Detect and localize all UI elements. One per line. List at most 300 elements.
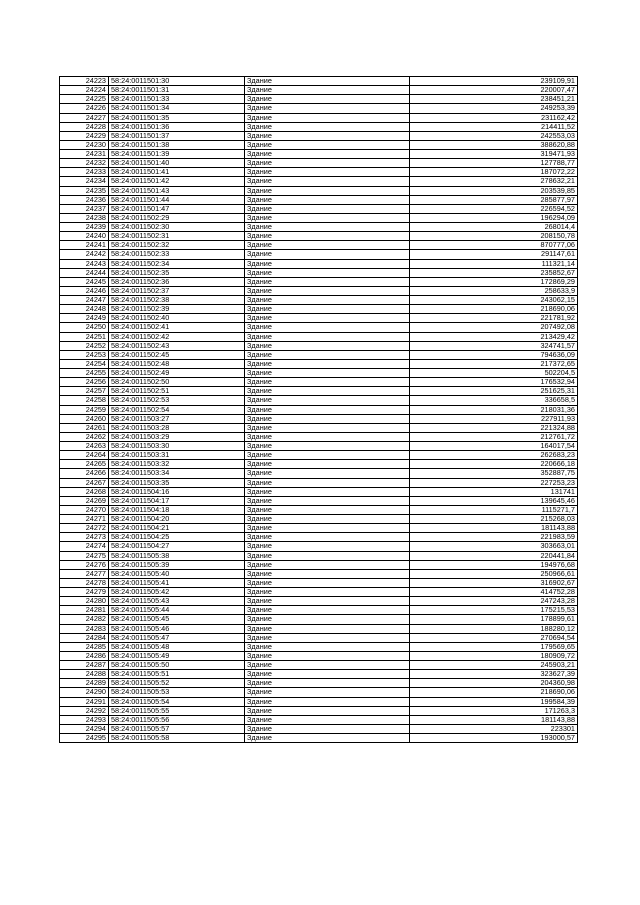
cadastral-value-cell: 414752,28	[410, 588, 578, 597]
table-row	[60, 314, 578, 323]
object-type-cell: Здание	[245, 560, 410, 569]
cadastral-value-cell: 218031,36	[410, 405, 578, 414]
row-number-cell: 24275	[60, 551, 109, 560]
cadastral-number-cell: 58:24:0011505:54	[109, 697, 245, 706]
registry-table	[59, 76, 578, 743]
cadastral-value-cell: 227253,23	[410, 478, 578, 487]
cadastral-value-cell: 204360,98	[410, 679, 578, 688]
cadastral-number-cell: 58:24:0011505:49	[109, 651, 245, 660]
cadastral-value-cell: 218690,06	[410, 688, 578, 697]
cadastral-number-cell: 58:24:0011502:33	[109, 250, 245, 259]
table-row	[60, 642, 578, 651]
row-number-cell: 24295	[60, 734, 109, 743]
cadastral-number-cell: 58:24:0011502:42	[109, 332, 245, 341]
cadastral-number-cell: 58:24:0011505:44	[109, 606, 245, 615]
table-row	[60, 734, 578, 743]
table-row	[60, 542, 578, 551]
cadastral-number-cell: 58:24:0011501:41	[109, 168, 245, 177]
cadastral-value-cell: 226594,52	[410, 204, 578, 213]
cadastral-number-cell: 58:24:0011502:31	[109, 232, 245, 241]
cadastral-number-cell: 58:24:0011503:31	[109, 451, 245, 460]
cadastral-value-cell: 323627,39	[410, 670, 578, 679]
table-row	[60, 168, 578, 177]
object-type-cell: Здание	[245, 515, 410, 524]
cadastral-value-cell: 262683,23	[410, 451, 578, 460]
object-type-cell: Здание	[245, 168, 410, 177]
object-type-cell: Здание	[245, 442, 410, 451]
cadastral-number-cell: 58:24:0011501:37	[109, 131, 245, 140]
object-type-cell: Здание	[245, 387, 410, 396]
object-type-cell: Здание	[245, 606, 410, 615]
object-type-cell: Здание	[245, 204, 410, 213]
cadastral-value-cell: 221983,59	[410, 533, 578, 542]
row-number-cell: 24226	[60, 104, 109, 113]
table-row	[60, 359, 578, 368]
row-number-cell: 24234	[60, 177, 109, 186]
object-type-cell: Здание	[245, 670, 410, 679]
object-type-cell: Здание	[245, 113, 410, 122]
cadastral-value-cell: 139645,46	[410, 496, 578, 505]
object-type-cell: Здание	[245, 296, 410, 305]
object-type-cell: Здание	[245, 131, 410, 140]
row-number-cell: 24292	[60, 706, 109, 715]
table-row	[60, 213, 578, 222]
row-number-cell: 24235	[60, 186, 109, 195]
object-type-cell: Здание	[245, 177, 410, 186]
row-number-cell: 24240	[60, 232, 109, 241]
cadastral-number-cell: 58:24:0011502:34	[109, 259, 245, 268]
cadastral-value-cell: 111321,14	[410, 259, 578, 268]
cadastral-number-cell: 58:24:0011503:29	[109, 432, 245, 441]
object-type-cell: Здание	[245, 478, 410, 487]
cadastral-value-cell: 181143,88	[410, 524, 578, 533]
cadastral-value-cell: 131741	[410, 487, 578, 496]
cadastral-value-cell: 270694,54	[410, 633, 578, 642]
table-row	[60, 186, 578, 195]
object-type-cell: Здание	[245, 332, 410, 341]
cadastral-value-cell: 196294,09	[410, 213, 578, 222]
cadastral-number-cell: 58:24:0011503:28	[109, 423, 245, 432]
cadastral-value-cell: 870777,06	[410, 241, 578, 250]
object-type-cell: Здание	[245, 588, 410, 597]
cadastral-value-cell: 220666,18	[410, 460, 578, 469]
row-number-cell: 24267	[60, 478, 109, 487]
row-number-cell: 24237	[60, 204, 109, 213]
row-number-cell: 24225	[60, 95, 109, 104]
cadastral-value-cell: 207492,08	[410, 323, 578, 332]
row-number-cell: 24244	[60, 268, 109, 277]
row-number-cell: 24277	[60, 569, 109, 578]
table-row	[60, 131, 578, 140]
object-type-cell: Здание	[245, 533, 410, 542]
cadastral-value-cell: 221781,92	[410, 314, 578, 323]
row-number-cell: 24286	[60, 651, 109, 660]
row-number-cell: 24245	[60, 277, 109, 286]
row-number-cell: 24260	[60, 414, 109, 423]
table-row	[60, 670, 578, 679]
cadastral-number-cell: 58:24:0011503:32	[109, 460, 245, 469]
object-type-cell: Здание	[245, 496, 410, 505]
cadastral-value-cell: 208150,78	[410, 232, 578, 241]
table-row	[60, 332, 578, 341]
row-number-cell: 24229	[60, 131, 109, 140]
row-number-cell: 24241	[60, 241, 109, 250]
object-type-cell: Здание	[245, 77, 410, 86]
cadastral-number-cell: 58:24:0011501:38	[109, 140, 245, 149]
cadastral-number-cell: 58:24:0011502:37	[109, 286, 245, 295]
row-number-cell: 24242	[60, 250, 109, 259]
row-number-cell: 24259	[60, 405, 109, 414]
cadastral-number-cell: 58:24:0011501:47	[109, 204, 245, 213]
row-number-cell: 24270	[60, 505, 109, 514]
cadastral-number-cell: 58:24:0011505:51	[109, 670, 245, 679]
row-number-cell: 24294	[60, 724, 109, 733]
cadastral-value-cell: 278632,21	[410, 177, 578, 186]
table-row	[60, 688, 578, 697]
object-type-cell: Здание	[245, 524, 410, 533]
object-type-cell: Здание	[245, 679, 410, 688]
cadastral-value-cell: 316902,67	[410, 578, 578, 587]
cadastral-value-cell: 258633,9	[410, 286, 578, 295]
cadastral-value-cell: 178899,61	[410, 615, 578, 624]
row-number-cell: 24272	[60, 524, 109, 533]
row-number-cell: 24232	[60, 159, 109, 168]
object-type-cell: Здание	[245, 633, 410, 642]
cadastral-number-cell: 58:24:0011502:43	[109, 341, 245, 350]
table-row	[60, 651, 578, 660]
cadastral-number-cell: 58:24:0011505:43	[109, 597, 245, 606]
cadastral-number-cell: 58:24:0011505:46	[109, 624, 245, 633]
cadastral-number-cell: 58:24:0011505:47	[109, 633, 245, 642]
row-number-cell: 24269	[60, 496, 109, 505]
cadastral-value-cell: 220441,84	[410, 551, 578, 560]
object-type-cell: Здание	[245, 140, 410, 149]
row-number-cell: 24293	[60, 715, 109, 724]
object-type-cell: Здание	[245, 569, 410, 578]
row-number-cell: 24246	[60, 286, 109, 295]
object-type-cell: Здание	[245, 286, 410, 295]
object-type-cell: Здание	[245, 359, 410, 368]
object-type-cell: Здание	[245, 232, 410, 241]
table-row	[60, 469, 578, 478]
cadastral-number-cell: 58:24:0011504:17	[109, 496, 245, 505]
object-type-cell: Здание	[245, 213, 410, 222]
row-number-cell: 24273	[60, 533, 109, 542]
cadastral-value-cell: 193000,57	[410, 734, 578, 743]
table-row	[60, 533, 578, 542]
cadastral-number-cell: 58:24:0011501:39	[109, 150, 245, 159]
cadastral-number-cell: 58:24:0011504:25	[109, 533, 245, 542]
object-type-cell: Здание	[245, 542, 410, 551]
cadastral-value-cell: 242553,03	[410, 131, 578, 140]
cadastral-number-cell: 58:24:0011502:32	[109, 241, 245, 250]
object-type-cell: Здание	[245, 724, 410, 733]
cadastral-value-cell: 250966,61	[410, 569, 578, 578]
object-type-cell: Здание	[245, 706, 410, 715]
cadastral-number-cell: 58:24:0011501:31	[109, 86, 245, 95]
cadastral-number-cell: 58:24:0011503:34	[109, 469, 245, 478]
object-type-cell: Здание	[245, 697, 410, 706]
cadastral-number-cell: 58:24:0011503:27	[109, 414, 245, 423]
table-row	[60, 560, 578, 569]
cadastral-value-cell: 217372,65	[410, 359, 578, 368]
cadastral-number-cell: 58:24:0011502:38	[109, 296, 245, 305]
row-number-cell: 24255	[60, 369, 109, 378]
table-row	[60, 122, 578, 131]
table-row	[60, 223, 578, 232]
row-number-cell: 24236	[60, 195, 109, 204]
cadastral-value-cell: 247243,28	[410, 597, 578, 606]
table-row	[60, 423, 578, 432]
cadastral-value-cell: 164017,54	[410, 442, 578, 451]
cadastral-number-cell: 58:24:0011504:21	[109, 524, 245, 533]
row-number-cell: 24283	[60, 624, 109, 633]
cadastral-value-cell: 1115271,7	[410, 505, 578, 514]
object-type-cell: Здание	[245, 715, 410, 724]
table-row	[60, 286, 578, 295]
table-row	[60, 396, 578, 405]
table-row	[60, 104, 578, 113]
row-number-cell: 24257	[60, 387, 109, 396]
table-row	[60, 95, 578, 104]
cadastral-number-cell: 58:24:0011505:41	[109, 578, 245, 587]
row-number-cell: 24249	[60, 314, 109, 323]
cadastral-number-cell: 58:24:0011503:30	[109, 442, 245, 451]
row-number-cell: 24248	[60, 305, 109, 314]
cadastral-number-cell: 58:24:0011502:45	[109, 350, 245, 359]
table-row	[60, 706, 578, 715]
table-row	[60, 113, 578, 122]
object-type-cell: Здание	[245, 597, 410, 606]
row-number-cell: 24280	[60, 597, 109, 606]
row-number-cell: 24223	[60, 77, 109, 86]
cadastral-value-cell: 213429,42	[410, 332, 578, 341]
row-number-cell: 24233	[60, 168, 109, 177]
table-row	[60, 624, 578, 633]
row-number-cell: 24284	[60, 633, 109, 642]
cadastral-number-cell: 58:24:0011505:38	[109, 551, 245, 560]
row-number-cell: 24239	[60, 223, 109, 232]
object-type-cell: Здание	[245, 86, 410, 95]
cadastral-number-cell: 58:24:0011502:30	[109, 223, 245, 232]
object-type-cell: Здание	[245, 505, 410, 514]
cadastral-number-cell: 58:24:0011502:54	[109, 405, 245, 414]
table-row	[60, 515, 578, 524]
cadastral-number-cell: 58:24:0011502:50	[109, 378, 245, 387]
cadastral-value-cell: 235852,67	[410, 268, 578, 277]
cadastral-value-cell: 285877,97	[410, 195, 578, 204]
cadastral-value-cell: 352887,75	[410, 469, 578, 478]
object-type-cell: Здание	[245, 661, 410, 670]
row-number-cell: 24258	[60, 396, 109, 405]
cadastral-value-cell: 180909,72	[410, 651, 578, 660]
cadastral-number-cell: 58:24:0011505:55	[109, 706, 245, 715]
table-row	[60, 350, 578, 359]
row-number-cell: 24251	[60, 332, 109, 341]
object-type-cell: Здание	[245, 578, 410, 587]
row-number-cell: 24264	[60, 451, 109, 460]
table-row	[60, 724, 578, 733]
object-type-cell: Здание	[245, 396, 410, 405]
cadastral-number-cell: 58:24:0011501:40	[109, 159, 245, 168]
cadastral-number-cell: 58:24:0011504:20	[109, 515, 245, 524]
row-number-cell: 24247	[60, 296, 109, 305]
row-number-cell: 24271	[60, 515, 109, 524]
object-type-cell: Здание	[245, 369, 410, 378]
row-number-cell: 24230	[60, 140, 109, 149]
object-type-cell: Здание	[245, 305, 410, 314]
table-row	[60, 451, 578, 460]
object-type-cell: Здание	[245, 259, 410, 268]
table-row	[60, 487, 578, 496]
cadastral-number-cell: 58:24:0011502:48	[109, 359, 245, 368]
table-row	[60, 597, 578, 606]
cadastral-value-cell: 171263,3	[410, 706, 578, 715]
object-type-cell: Здание	[245, 469, 410, 478]
table-row	[60, 551, 578, 560]
cadastral-value-cell: 212761,72	[410, 432, 578, 441]
cadastral-value-cell: 181143,88	[410, 715, 578, 724]
row-number-cell: 24231	[60, 150, 109, 159]
row-number-cell: 24281	[60, 606, 109, 615]
object-type-cell: Здание	[245, 268, 410, 277]
cadastral-number-cell: 58:24:0011502:53	[109, 396, 245, 405]
cadastral-number-cell: 58:24:0011501:30	[109, 77, 245, 86]
table-row	[60, 241, 578, 250]
cadastral-number-cell: 58:24:0011502:36	[109, 277, 245, 286]
registry-table-body	[60, 77, 578, 743]
table-row	[60, 159, 578, 168]
cadastral-value-cell: 218690,06	[410, 305, 578, 314]
cadastral-value-cell: 243062,15	[410, 296, 578, 305]
table-row	[60, 615, 578, 624]
cadastral-number-cell: 58:24:0011505:39	[109, 560, 245, 569]
cadastral-number-cell: 58:24:0011501:43	[109, 186, 245, 195]
table-row	[60, 588, 578, 597]
row-number-cell: 24254	[60, 359, 109, 368]
row-number-cell: 24253	[60, 350, 109, 359]
cadastral-value-cell: 251625,31	[410, 387, 578, 396]
table-row	[60, 387, 578, 396]
cadastral-number-cell: 58:24:0011501:44	[109, 195, 245, 204]
table-row	[60, 715, 578, 724]
cadastral-value-cell: 239109,91	[410, 77, 578, 86]
cadastral-number-cell: 58:24:0011502:29	[109, 213, 245, 222]
object-type-cell: Здание	[245, 241, 410, 250]
cadastral-number-cell: 58:24:0011505:45	[109, 615, 245, 624]
cadastral-number-cell: 58:24:0011504:16	[109, 487, 245, 496]
table-row	[60, 697, 578, 706]
object-type-cell: Здание	[245, 195, 410, 204]
cadastral-number-cell: 58:24:0011502:41	[109, 323, 245, 332]
row-number-cell: 24238	[60, 213, 109, 222]
table-row	[60, 505, 578, 514]
cadastral-number-cell: 58:24:0011504:18	[109, 505, 245, 514]
object-type-cell: Здание	[245, 122, 410, 131]
row-number-cell: 24288	[60, 670, 109, 679]
cadastral-value-cell: 220007,47	[410, 86, 578, 95]
table-row	[60, 150, 578, 159]
table-row	[60, 679, 578, 688]
cadastral-number-cell: 58:24:0011505:53	[109, 688, 245, 697]
cadastral-number-cell: 58:24:0011505:50	[109, 661, 245, 670]
table-row	[60, 478, 578, 487]
object-type-cell: Здание	[245, 159, 410, 168]
table-row	[60, 369, 578, 378]
cadastral-value-cell: 179569,65	[410, 642, 578, 651]
object-type-cell: Здание	[245, 642, 410, 651]
row-number-cell: 24285	[60, 642, 109, 651]
table-row	[60, 378, 578, 387]
object-type-cell: Здание	[245, 551, 410, 560]
cadastral-number-cell: 58:24:0011504:27	[109, 542, 245, 551]
object-type-cell: Здание	[245, 350, 410, 359]
cadastral-number-cell: 58:24:0011501:33	[109, 95, 245, 104]
table-row	[60, 496, 578, 505]
cadastral-value-cell: 227911,93	[410, 414, 578, 423]
object-type-cell: Здание	[245, 314, 410, 323]
object-type-cell: Здание	[245, 95, 410, 104]
table-row	[60, 86, 578, 95]
object-type-cell: Здание	[245, 651, 410, 660]
cadastral-value-cell: 268014,4	[410, 223, 578, 232]
object-type-cell: Здание	[245, 460, 410, 469]
cadastral-value-cell: 231162,42	[410, 113, 578, 122]
row-number-cell: 24287	[60, 661, 109, 670]
cadastral-value-cell: 245903,21	[410, 661, 578, 670]
cadastral-value-cell: 176532,94	[410, 378, 578, 387]
table-row	[60, 432, 578, 441]
cadastral-number-cell: 58:24:0011501:36	[109, 122, 245, 131]
cadastral-number-cell: 58:24:0011501:35	[109, 113, 245, 122]
object-type-cell: Здание	[245, 405, 410, 414]
object-type-cell: Здание	[245, 223, 410, 232]
row-number-cell: 24268	[60, 487, 109, 496]
row-number-cell: 24252	[60, 341, 109, 350]
object-type-cell: Здание	[245, 487, 410, 496]
object-type-cell: Здание	[245, 104, 410, 113]
cadastral-value-cell: 175215,53	[410, 606, 578, 615]
object-type-cell: Здание	[245, 734, 410, 743]
table-row	[60, 569, 578, 578]
table-row	[60, 204, 578, 213]
table-row	[60, 305, 578, 314]
cadastral-value-cell: 199584,39	[410, 697, 578, 706]
cadastral-value-cell: 388620,88	[410, 140, 578, 149]
object-type-cell: Здание	[245, 615, 410, 624]
row-number-cell: 24262	[60, 432, 109, 441]
row-number-cell: 24274	[60, 542, 109, 551]
cadastral-number-cell: 58:24:0011502:39	[109, 305, 245, 314]
row-number-cell: 24291	[60, 697, 109, 706]
row-number-cell: 24279	[60, 588, 109, 597]
cadastral-value-cell: 291147,61	[410, 250, 578, 259]
cadastral-number-cell: 58:24:0011503:35	[109, 478, 245, 487]
row-number-cell: 24261	[60, 423, 109, 432]
row-number-cell: 24256	[60, 378, 109, 387]
cadastral-number-cell: 58:24:0011502:49	[109, 369, 245, 378]
object-type-cell: Здание	[245, 150, 410, 159]
cadastral-value-cell: 221324,88	[410, 423, 578, 432]
cadastral-value-cell: 238451,21	[410, 95, 578, 104]
cadastral-number-cell: 58:24:0011505:40	[109, 569, 245, 578]
object-type-cell: Здание	[245, 250, 410, 259]
cadastral-number-cell: 58:24:0011505:52	[109, 679, 245, 688]
cadastral-number-cell: 58:24:0011502:35	[109, 268, 245, 277]
cadastral-number-cell: 58:24:0011501:42	[109, 177, 245, 186]
cadastral-value-cell: 215268,03	[410, 515, 578, 524]
object-type-cell: Здание	[245, 624, 410, 633]
